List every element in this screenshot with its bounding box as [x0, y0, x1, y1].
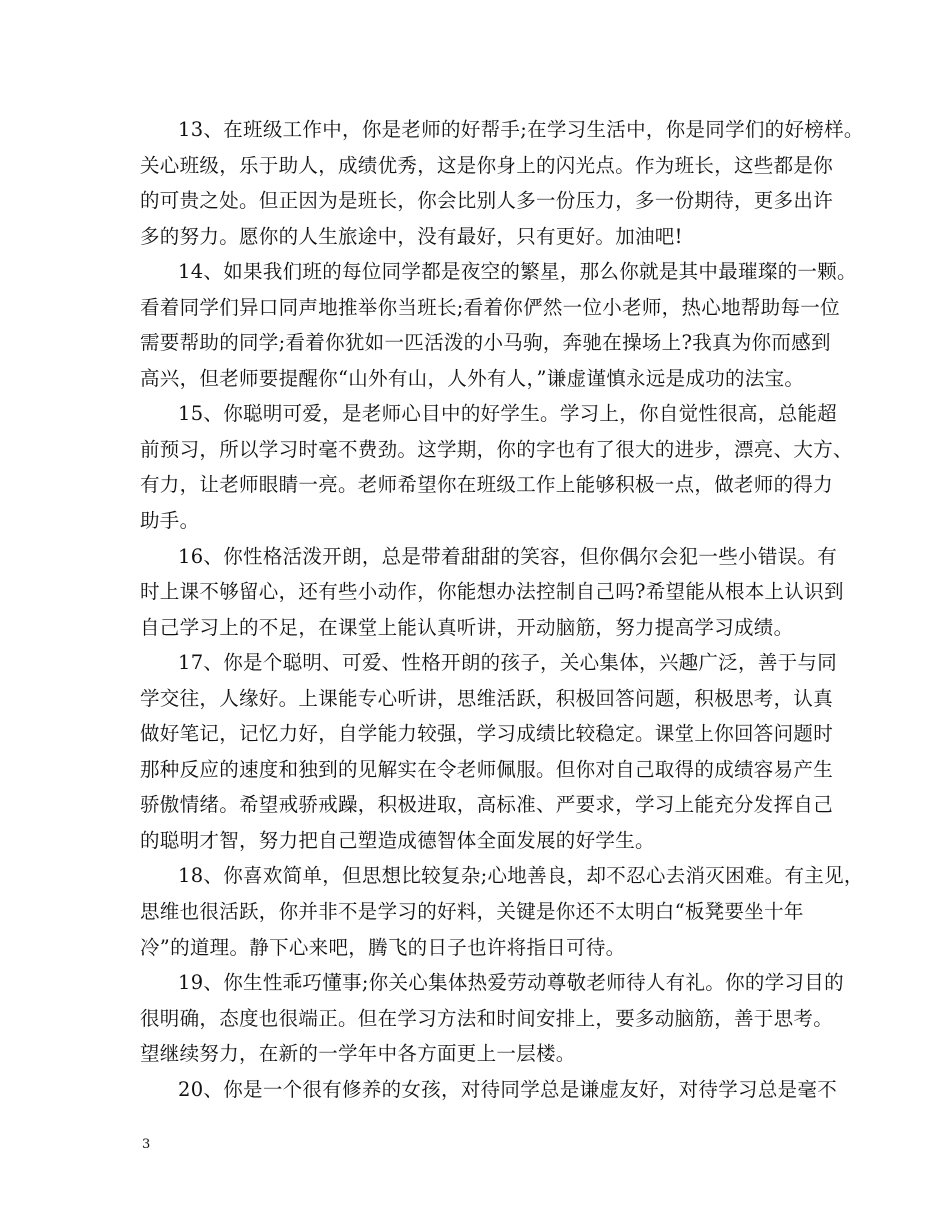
text-line: 有力，让老师眼睛一亮。老师希望你在班级工作上能够积极一点，做老师的得力: [140, 473, 834, 497]
text-line: 冷”的道理。静下心来吧，腾飞的日子也许将指日可待。: [140, 935, 626, 959]
text-line: 学交往，人缘好。上课能专心听讲，思维活跃，积极回答问题，积极思考，认真: [140, 686, 834, 710]
text-line: 高兴，但老师要提醒你“山外有山，人外有人，”谦虚谨慎永远是成功的法宝。: [140, 366, 805, 390]
text-line: 15、你聪明可爱，是老师心目中的好学生。学习上，你自觉性很高，总能超: [178, 402, 838, 426]
text-line: 17、你是个聪明、可爱、性格开朗的孩子，关心集体，兴趣广泛，善于与同: [178, 651, 838, 675]
text-line: 的聪明才智，努力把自己塑造成德智体全面发展的好学生。: [140, 828, 655, 852]
text-line: 望继续努力，在新的一学年中各方面更上一层楼。: [140, 1042, 576, 1066]
text-line: 时上课不够留心，还有些小动作，你能想办法控制自己吗?希望能从根本上认识到: [140, 580, 844, 604]
text-line: 的可贵之处。但正因为是班长，你会比别人多一份压力，多一份期待，更多出许: [140, 189, 834, 213]
text-line: 16、你性格活泼开朗，总是带着甜甜的笑容，但你偶尔会犯一些小错误。有: [178, 544, 838, 568]
text-line: 思维也很活跃，你并非不是学习的好料，关键是你还不太明白“板凳要坐十年: [140, 900, 804, 924]
text-line: 14、如果我们班的每位同学都是夜空的繁星，那么你就是其中最璀璨的一颗。: [178, 260, 857, 284]
text-line: 助手。: [140, 509, 200, 533]
document-body: [140, 112, 864, 1107]
text-line: 18、你喜欢简单，但思想比较复杂;心地善良，却不忍心去消灭困难。有主见，: [178, 864, 864, 888]
text-line: 多的努力。愿你的人生旅途中，没有最好，只有更好。加油吧!: [140, 224, 683, 248]
text-line: 那种反应的速度和独到的见解实在令老师佩服。但你对自己取得的成绩容易产生: [140, 757, 834, 781]
text-line: 骄傲情绪。希望戒骄戒躁，积极进取，高标准、严要求，学习上能充分发挥自己: [140, 793, 834, 817]
text-line: 很明确，态度也很端正。但在学习方法和时间安排上，要多动脑筋，善于思考。: [140, 1006, 834, 1030]
text-line: 19、你生性乖巧懂事;你关心集体热爱劳动尊敬老师待人有礼。你的学习目的: [178, 971, 844, 995]
page-number: 3: [142, 1137, 151, 1152]
text-line: 需要帮助的同学;看着你犹如一匹活泼的小马驹，奔驰在操场上?我真为你而感到: [140, 331, 831, 355]
text-line: 前预习，所以学习时毫不费劲。这学期，你的字也有了很大的进步，漂亮、大方、: [140, 437, 853, 461]
text-line: 看着同学们异口同声地推举你当班长;看着你俨然一位小老师，热心地帮助每一位: [140, 295, 840, 319]
text-line: 自己学习上的不足，在课堂上能认真听讲，开动脑筋，努力提高学习成绩。: [140, 615, 794, 639]
text-line: 13、在班级工作中，你是老师的好帮手;在学习生活中，你是同学们的好榜样。: [178, 118, 864, 141]
text-line: 关心班级，乐于助人，成绩优秀，这是你身上的闪光点。作为班长，这些都是你: [140, 153, 834, 177]
text-line: 做好笔记，记忆力好，自学能力较强，学习成绩比较稳定。课堂上你回答问题时: [140, 722, 834, 746]
text-line: 20、你是一个很有修养的女孩，对待同学总是谦虚友好，对待学习总是毫不: [178, 1077, 838, 1101]
